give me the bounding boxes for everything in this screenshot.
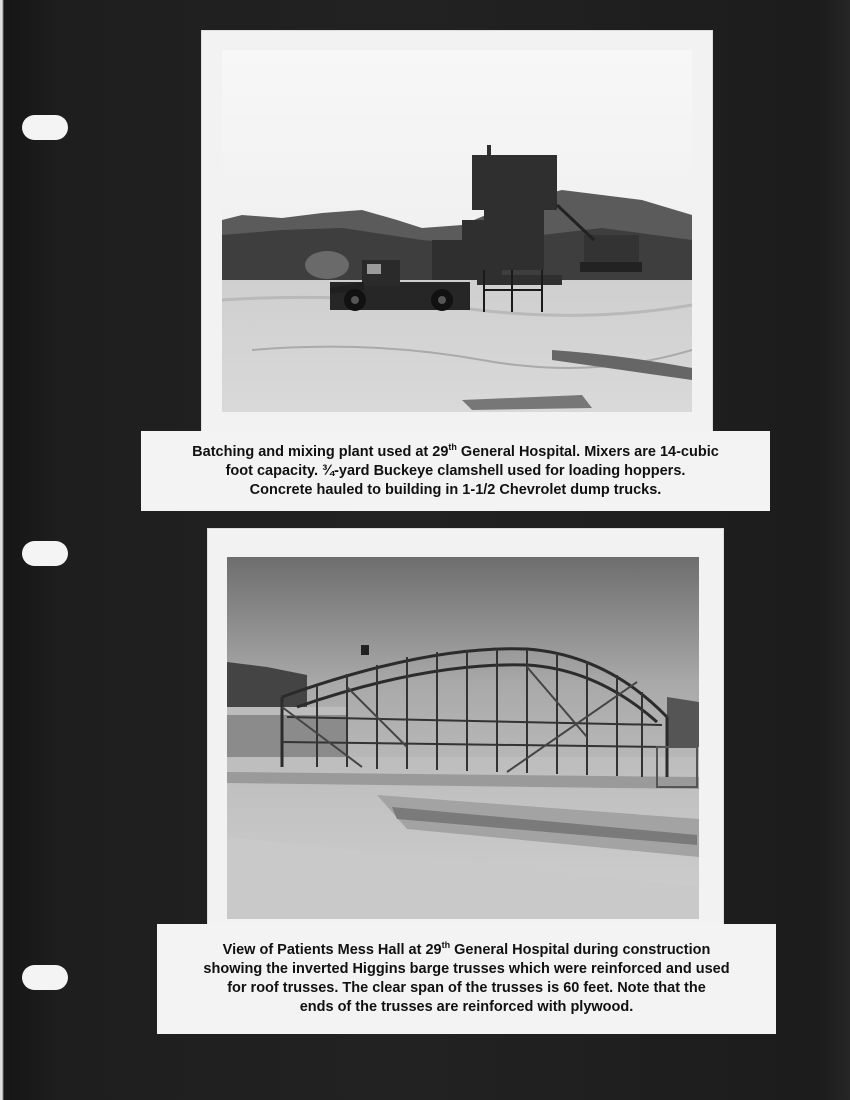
caption-text: View of Patients Mess Hall at 29 xyxy=(222,942,442,958)
caption-line xyxy=(223,941,711,960)
binder-punch-hole-middle xyxy=(22,541,68,566)
mess-hall-caption xyxy=(157,924,776,1034)
batching-plant-caption xyxy=(141,431,770,511)
ordinal-suffix: th xyxy=(448,441,457,452)
caption-text: General Hospital during construction xyxy=(450,942,711,958)
binder-punch-hole-bottom xyxy=(22,965,68,990)
caption-line: Concrete hauled to building in 1-1/2 Chevrolet dump trucks. xyxy=(249,481,662,498)
caption-text: General Hospital. Mixers are 14-cubic xyxy=(456,443,719,460)
caption-line: showing the inverted Higgins barge trusses which were reinforced and used xyxy=(203,961,730,977)
mess-hall-construction-photo xyxy=(227,557,699,919)
caption-text: Batching and mixing plant used at 29 xyxy=(192,443,449,460)
batching-plant-photo xyxy=(222,50,692,412)
caption-line: ends of the trusses are reinforced with plywood. xyxy=(299,999,634,1015)
ordinal-suffix: th xyxy=(441,940,451,951)
binder-punch-hole-top xyxy=(22,115,68,140)
caption-line: foot capacity. ¾-yard Buckeye clamshell used for loading hoppers. xyxy=(225,462,686,479)
caption-line: for roof trusses. The clear span of the trusses is 60 feet. Note that the xyxy=(227,980,706,996)
caption-line xyxy=(192,443,719,462)
